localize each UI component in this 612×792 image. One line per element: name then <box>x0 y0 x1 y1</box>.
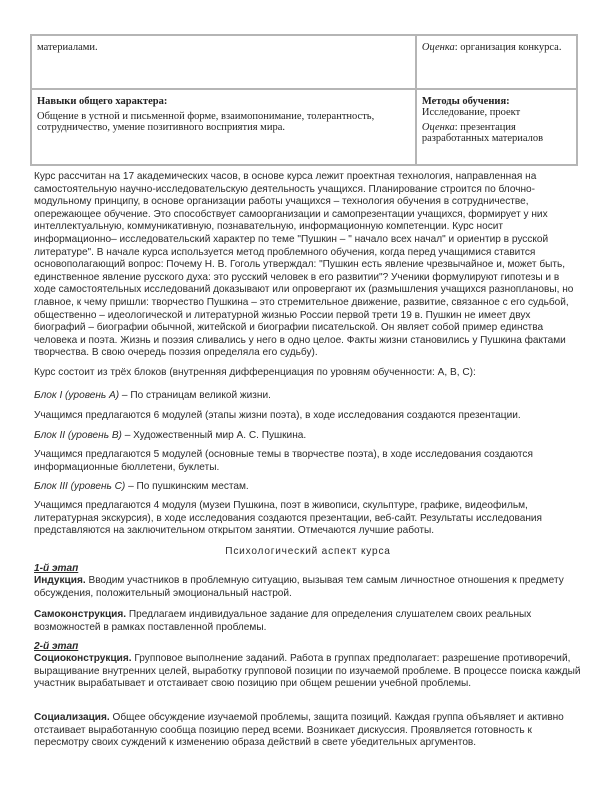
block-2-description <box>34 449 582 474</box>
materials-cell <box>31 35 416 89</box>
socialization-term: Социализация. <box>34 712 110 723</box>
block-2-topic: – Художественный мир А. С. Пушкина. <box>121 430 307 441</box>
methods-assessment-text: : презентация разработанных материалов <box>421 122 544 144</box>
blocks-intro <box>34 367 582 380</box>
general-skills-cell <box>31 89 416 165</box>
block-2 <box>34 430 582 443</box>
blocks-intro-text: Курс состоит из трёх блоков (внутренняя дифференциация по уровням обученности: А, В, С): <box>34 367 476 378</box>
methods-heading: Методы обучения: <box>421 96 510 107</box>
socio-construction <box>34 653 582 691</box>
stage-1-title: 1-й этап <box>34 563 79 574</box>
general-skills-text: Общение в устной и письменной форме, взаимопонимание, толерантность, сотрудничество, умение позитивного восприятия мира. <box>37 111 375 133</box>
self-construction-text: Предлагаем индивидуальное задание для определения слушателем своих реальных возможностей в рамках поставленной проблемы. <box>34 609 532 633</box>
assessment-cell <box>416 35 577 89</box>
stage-1-label <box>34 563 582 576</box>
block-2-desc-text: Учащимся предлагаются 5 модулей (основные темы в творчестве поэта), в ходе исследования создаются информационные бюллетени, буклеты. <box>34 449 533 473</box>
socio-construction-term: Социоконструкция. <box>34 653 132 664</box>
block-1-title: Блок I (уровень А) <box>34 390 120 401</box>
section-heading <box>34 546 582 559</box>
course-info-table <box>30 34 578 166</box>
intro-paragraph: Курс рассчитан на 17 академических часов, в основе курса лежит проектная технология, направленная на самостоятельную научно-исследовательскую деятельность учащихся. Планирование строится по блочно-модульному принципу, в основе организации работы учащихся – технология обучения в сотрудничестве, опережающее обучение. Это способствует самоорганизации и самопрезентации учащихся, формирует у них интеллектуальную, коммуникативную, познавательную, информационную компетенции. Курс носит информационно– исследовательский характер по теме "Пушкин – " начало всех начал" и ориентир в русской литературе". В начале курса используется метод проблемного обучения, когда перед учащимися ставится основополагающий вопрос: Почему Н. В. Гоголь утверждал: "Пушкин есть явление чрезвычайное и, может быть, единственное явление русского духа: это русский человек в его развитии"? Ученики формулируют гипотезы и в ходе самостоятельных исследований доказывают или опровергают их (размышления учащихся разноплановы, но главное, к чему пришли: творчество Пушкина – это стремительное движение, развитие, связанное с его судьбой, общественно – идеологической и литературной жизнью России первой трети 19 в. Пушкин не имеет двух биографий – биографии обычной, житейской и биографии писательской. Он являет собой пример единства человека и поэта. Жизнь и поэзия сливались у него в одно целое. Факты жизни становились у Пушкина фактами творчества. В свою очередь поэзия определяла его судьбу). <box>34 171 574 359</box>
induction <box>34 575 582 600</box>
induction-text: Вводим участников в проблемную ситуацию, вызывая тем самым личностное отношения к предмету обсуждения, положительный эмоциональный настрой. <box>34 575 564 599</box>
methods-text: Исследование, проект <box>421 107 521 118</box>
self-construction-term: Самоконструкция. <box>34 609 127 620</box>
stage-2-label <box>34 641 582 654</box>
methods-assessment-label: Оценка <box>421 122 455 133</box>
block-1-topic: – По страницам великой жизни. <box>119 390 271 401</box>
course-description <box>34 171 582 360</box>
block-2-title: Блок II (уровень В) <box>34 430 122 441</box>
block-3-desc-text: Учащимся предлагаются 4 модуля (музеи Пушкина, поэт в живописи, скульптуре, графике, видеофильм, литературная экскурсия), в ходе исследования создаются презентации, веб-сайт. Результаты исследования представляются на заключительном открытом занятии. Отмечаются лучшие работы. <box>34 500 543 537</box>
block-3-title: Блок III (уровень С) <box>34 481 126 492</box>
general-skills-heading: Навыки общего характера: <box>37 96 168 107</box>
psychology-heading: Психологический аспект курса <box>225 546 391 557</box>
block-3-description <box>34 500 582 538</box>
materials-text: материалами. <box>37 42 98 53</box>
block-3-topic: – По пушкинским местам. <box>125 481 249 492</box>
block-1 <box>34 390 582 403</box>
stage-2-title: 2-й этап <box>34 641 79 652</box>
induction-term: Индукция. <box>34 575 86 586</box>
self-construction <box>34 609 582 634</box>
assessment-text: : организация конкурса. <box>454 42 562 53</box>
assessment-label: Оценка <box>421 42 455 53</box>
socialization <box>34 712 582 750</box>
socialization-text: Общее обсуждение изучаемой проблемы, защита позиций. Каждая группа объявляет и активно отстаивает выработанную сообща позицию перед всеми. Возникает дискуссия. Проявляется готовность к пересмотру своих суждений к изменению образа действий в свете убедительных аргументов. <box>34 712 564 749</box>
methods-cell <box>416 89 577 165</box>
block-3 <box>34 481 582 494</box>
socio-construction-text: Групповое выполнение заданий. Работа в группах предполагает: разрешение противоречий, выращивание внутренних целей, выработку групповой позиции по изучаемой проблеме. В процессе поиска каждый участник вырабатывает и отстаивает свою позицию при общем решении учебной проблемы. <box>34 653 581 690</box>
block-1-description <box>34 410 582 423</box>
block-1-desc-text: Учащимся предлагаются 6 модулей (этапы жизни поэта), в ходе исследования создаются презентации. <box>34 410 521 421</box>
